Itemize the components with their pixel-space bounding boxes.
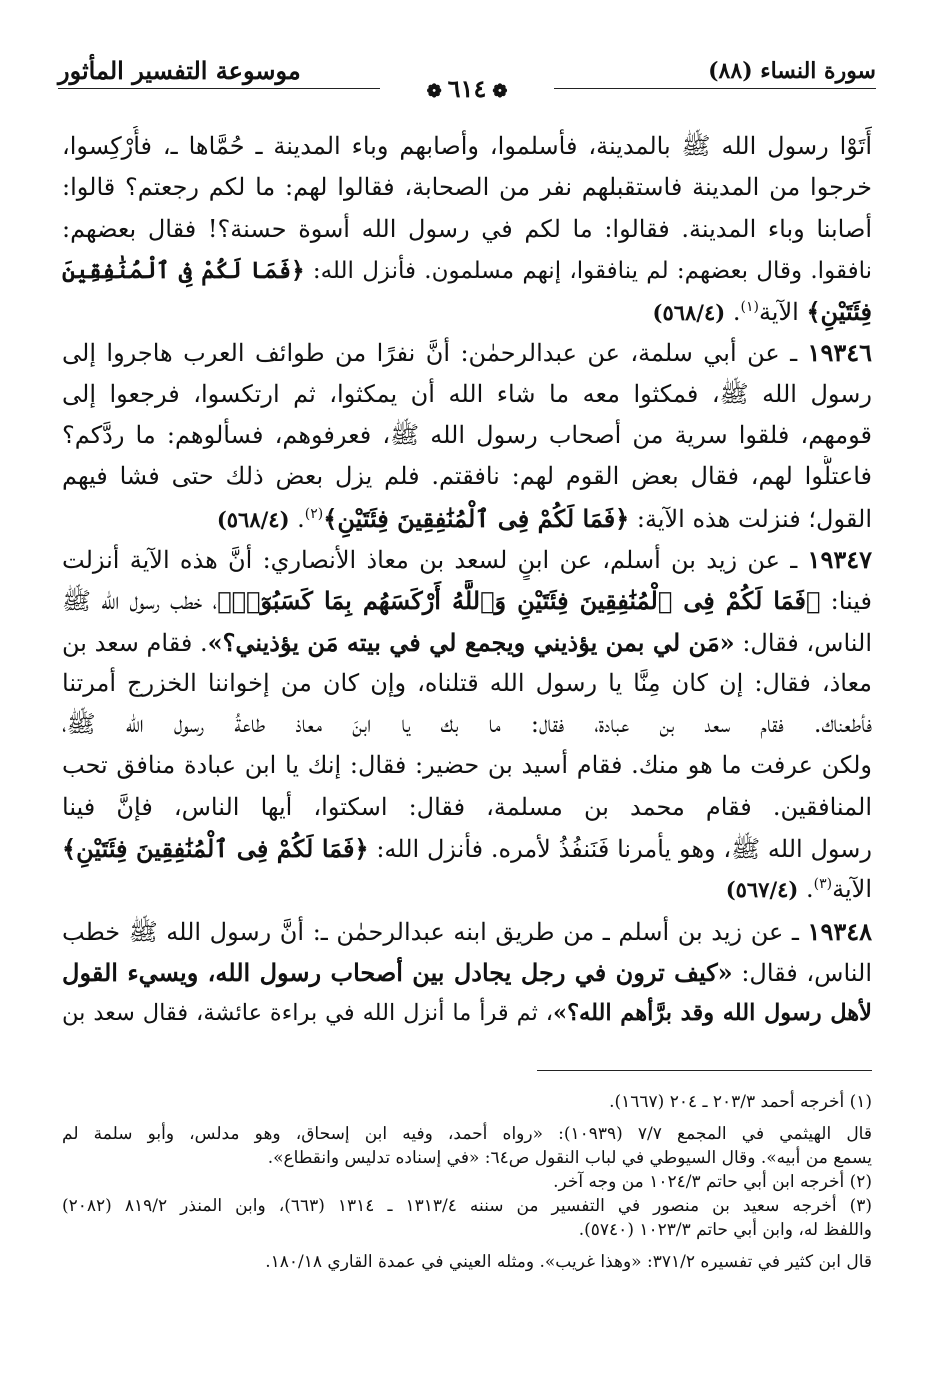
quran-verse: فِئَتَيْنِ﴾	[806, 297, 872, 327]
footnote-marker[interactable]: (٣)	[813, 876, 833, 893]
main-text	[62, 126, 872, 1035]
text-line	[62, 374, 872, 415]
text-line	[62, 622, 872, 663]
text-run: فينا:	[820, 587, 872, 616]
footnote-divider	[537, 1070, 872, 1071]
quran-verse: ﴿فَمَا لَكُمْ فِى ٱلْمُنَٰفِقِينَ	[62, 256, 305, 284]
text-line	[62, 126, 872, 167]
narration-number: ١٩٣٤٨	[807, 916, 872, 946]
text-line	[62, 663, 872, 704]
text-run: ، ثم قرأ ما أنزل الله في براءة عائشة، فقال سعد بن	[62, 1000, 554, 1027]
quran-verse: ﴿فَمَا لَكُمْ فِى ٱلْمُنَٰفِقِينَ فِئَتَيْنِ﴾	[323, 503, 630, 533]
text-line	[62, 993, 872, 1034]
text-line	[62, 911, 872, 952]
header-rule-right	[554, 88, 876, 89]
text-line	[62, 498, 872, 539]
text-line	[62, 167, 872, 208]
text-run: ، خطب رسول الله ﷺ	[62, 587, 218, 616]
text-run: نافقوا. وقال بعضهم: لم ينافقوا، إنهم مسلمون. فأنزل الله:	[304, 257, 872, 284]
text-run: فاعتلُّوا لهم، فقال بعض القوم لهم: نافقتم. فلم يزل بعض ذلك حتى فشا فيهم	[62, 462, 872, 491]
text-run: معاذ، فقال: إن كان مِنَّا يا رسول الله قتلناه، وإن كان من إخواننا الخزرج أمرتنا	[62, 668, 872, 697]
narration-number: ١٩٣٤٦	[807, 338, 872, 368]
hadith-quote: «كيف ترون في رجل يجادل بين أصحاب رسول الله، ويسيء القول	[62, 957, 733, 987]
book-title: موسوعة التفسير المأثور	[58, 56, 301, 85]
narration-number: ١٩٣٤٧	[807, 544, 872, 574]
footnotes	[62, 1090, 872, 1274]
footnote-3: واللفظ له، وابن أبي حاتم ١٠٢٣/٣ (٥٧٤٠).	[578, 1220, 872, 1240]
text-line	[62, 539, 872, 580]
text-run: رسول الله ﷺ، وهو يأمرنا فَنَنفُذُ لأمره. فأنزل الله:	[368, 835, 872, 864]
text-line	[62, 787, 872, 828]
text-run: الناس، فقال:	[734, 628, 872, 657]
footnote-1-note: قال الهيثمي في المجمع ٧/٧ (١٠٩٣٩): «رواه أحمد، وفيه ابن إسحاق، وهو مدلس، وأبو سلمة لم	[62, 1124, 872, 1144]
volume-reference: (٥٦٧/٤)	[725, 877, 799, 903]
footnote-1-note: يسمع من أبيه». وقال السيوطي في لباب النقول ص٦٤: «في إسناده تدليس وانقطاع».	[267, 1148, 872, 1168]
text-line	[62, 869, 872, 910]
text-run: .	[289, 504, 305, 533]
footnote-1: (١) أخرجه أحمد ٢٠٣/٣ ـ ٢٠٤ (١٦٦٧).	[609, 1092, 872, 1112]
text-line	[62, 415, 872, 456]
text-run: قومهم، فلقوا سرية من أصحاب رسول الله ﷺ، فعرفوهم، فسألوهم: ما ردَّكم؟	[62, 421, 872, 450]
text-run: رسول الله ﷺ، فمكثوا معه ما شاء الله أن يمكثوا، ثم ارتكسوا، فرجعوا إلى	[62, 379, 872, 408]
text-run: خرجوا من المدينة فاستقبلهم نفر من الصحابة، فقالوا لهم: ما لكم رجعتم؟ قالوا:	[62, 173, 872, 202]
footnote-marker[interactable]: (١)	[740, 299, 759, 316]
page-header	[58, 50, 876, 103]
text-run: .	[798, 875, 814, 904]
page-number: ٦١٤	[447, 74, 487, 103]
text-line	[62, 704, 872, 745]
text-run: القول؛ فنزلت هذه الآية:	[629, 504, 872, 533]
footnote-marker[interactable]: (٢)	[304, 505, 324, 522]
text-run: الناس، فقال:	[732, 958, 872, 987]
text-run: أصابنا وباء المدينة. فقالوا: ما لكم في رسول الله أسوة حسنة؟! فقال بعضهم:	[62, 214, 872, 243]
text-line	[62, 250, 872, 291]
volume-reference: (٥٦٨/٤)	[216, 506, 290, 532]
header-rule-left	[58, 88, 380, 89]
quran-verse: ﴿فَمَا لَكُمْ فِى ٱلْمُنَٰفِقِينَ فِئَتَيْنِ﴾	[62, 834, 369, 864]
text-line	[62, 828, 872, 869]
text-line	[62, 332, 872, 373]
text-run: المنافقين. فقام محمد بن مسلمة، فقال: اسكتوا، أيها الناس، فإنَّ فينا	[62, 792, 872, 821]
footnote-3: (٣) أخرجه سعيد بن منصور في التفسير من سننه ١٣١٣/٤ ـ ١٣١٤ (٦٦٣)، وابن المنذر ٨١٩/٢ (٢٠٨٢)	[62, 1196, 872, 1216]
text-line	[62, 291, 872, 332]
text-run: ـ عن زيد بن أسلم ـ من طريق ابنه عبدالرحمٰن ـ: أنَّ رسول الله ﷺ خطب	[62, 917, 808, 946]
footnote-2: (٢) أخرجه ابن أبي حاتم ١٠٢٤/٣ من وجه آخر.	[553, 1172, 872, 1192]
text-run: ـ عن زيد بن أسلم، عن ابنٍ لسعد بن معاذ الأنصاري: أنَّ هذه الآية أنزلت	[62, 545, 808, 574]
text-run: ـ عن أبي سلمة، عن عبدالرحمٰن: أنَّ نفرًا من طوائف العرب هاجروا إلى	[62, 339, 808, 368]
text-line	[62, 209, 872, 250]
text-line	[62, 745, 872, 786]
page-number-group	[421, 74, 514, 103]
hadith-quote: لأهل رسول الله وقد برَّأهم الله؟»	[553, 1000, 872, 1027]
text-run: الآية	[758, 298, 807, 327]
ornament-icon: ❁	[426, 81, 442, 102]
text-run: أَتَوْا رسول الله ﷺ بالمدينة، فأسلموا، وأصابهم وباء المدينة ـ حُمَّاها ـ، فأُرْكِسوا،	[62, 132, 872, 160]
text-run: الآية	[832, 875, 872, 904]
hadith-quote: «مَن لي بمن يؤذيني ويجمع لي في بيته مَن يؤذيني؟»	[207, 627, 735, 657]
ornament-icon: ❁	[492, 81, 508, 102]
text-line	[62, 952, 872, 993]
text-line	[62, 456, 872, 497]
volume-reference: (٥٦٨/٤)	[652, 300, 726, 326]
footnote-3-note: قال ابن كثير في تفسيره ٣٧١/٢: «وهذا غريب». ومثله العيني في عمدة القاري ١٨٠/١٨.	[265, 1252, 872, 1272]
text-run: . فقام سعد بن	[62, 628, 208, 657]
text-line	[62, 580, 872, 621]
text-run: فأطعناك. فقام سعد بن عبادة، فقال: ما بك يا ابنَ معاذ طاعةُ رسول الله ﷺ،	[62, 710, 872, 739]
text-run: ولكن عرفت ما هو منك. فقام أسيد بن حضير: فقال: إنك يا ابن عبادة منافق تحب	[62, 751, 872, 780]
text-run: .	[725, 298, 741, 327]
surah-title: سورة النساء (٨٨)	[708, 58, 876, 84]
quran-verse: ﴿فَمَا لَكُمْ فِى ٱلْمُنَٰفِقِينَ فِئَتَيْنِ وَٱللَّهُ أَرْكَسَهُم بِمَا كَسَبُوٓا۟﴾	[217, 586, 821, 616]
